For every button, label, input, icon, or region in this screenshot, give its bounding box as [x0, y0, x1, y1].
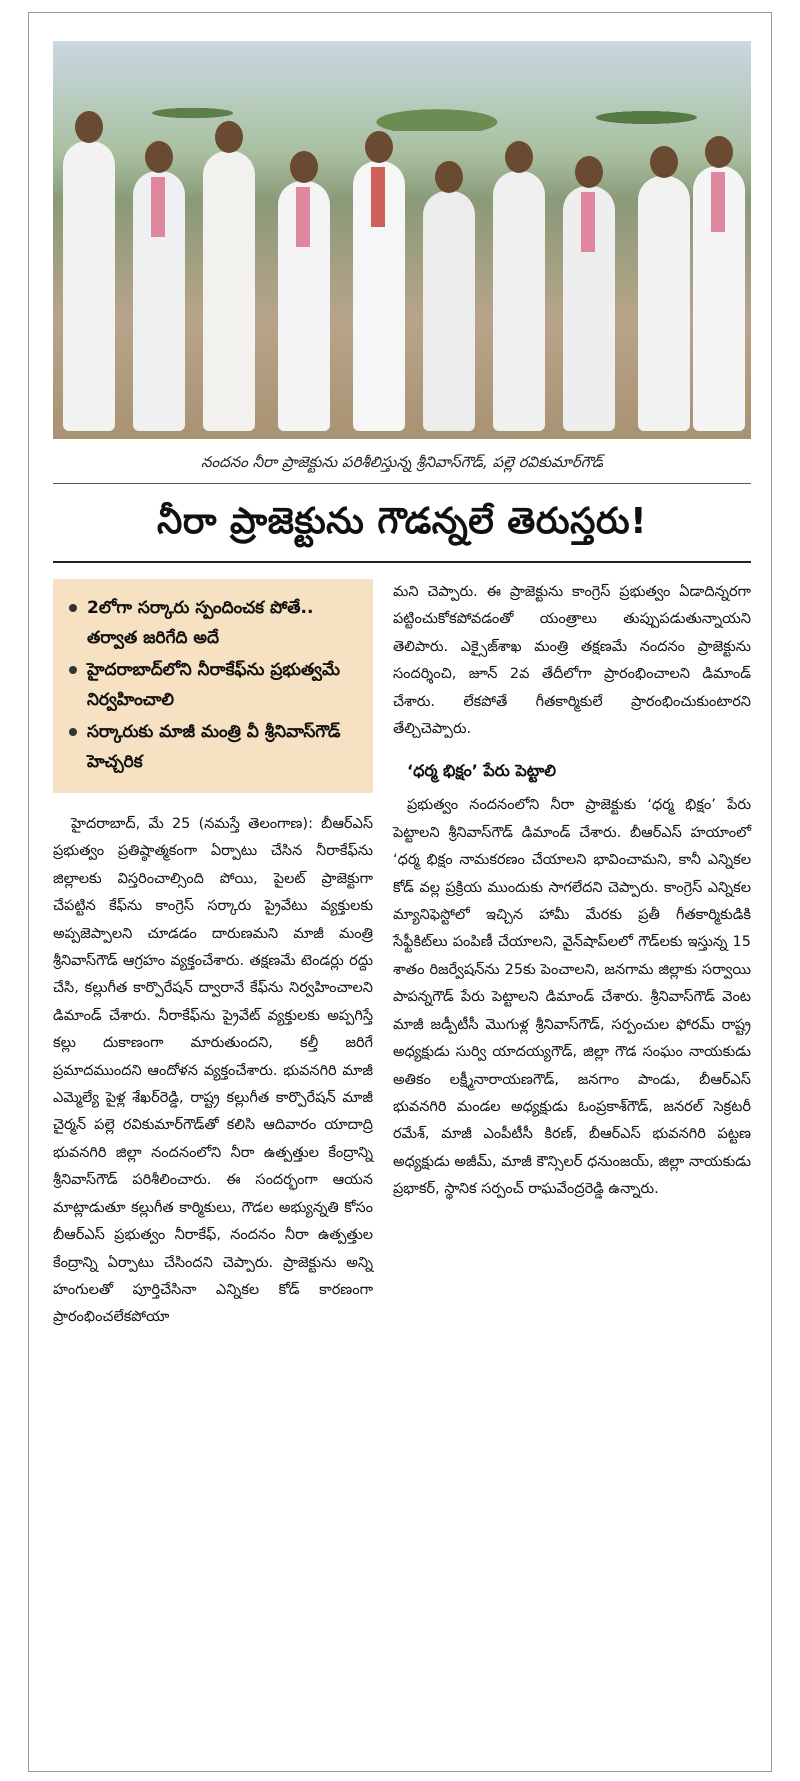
right-column [393, 579, 751, 1204]
photo-caption: నందనం నీరా ప్రాజెక్టును పరిశీలిస్తున్న శ్రీనివాస్‌గౌడ్, పల్లె రవికుమార్‌గౌడ్ [201, 453, 603, 471]
highlight-item [67, 593, 359, 653]
bullet-icon [69, 666, 77, 674]
article-body-right-1: మని చెప్పారు. ఈ ప్రాజెక్టును కాంగ్రెస్ ప్రభుత్వం ఏడాదిన్నరగా పట్టించుకోకపోవడంతో యంత్రాలు తుప్పుపడుతున్నాయని తెలిపారు. ఎక్సైజ్‌శాఖ మంత్రి తక్షణమే నందనం ప్రాజెక్టును సందర్శించి, జూన్ 2వ తేదీలోగా ప్రారంభించాలని డిమాండ్ చేశారు. లేకపోతే గీతకార్మికులే ప్రారంభించుకుంటారని తేల్చిచెప్పారు. [393, 584, 751, 738]
photo-person [133, 171, 185, 431]
highlight-item [67, 717, 359, 777]
bullet-icon [69, 728, 77, 736]
bullet-icon [69, 604, 77, 612]
article-subhead: ‘ధర్మ భిక్షం’ పేరు పెట్టాలి [407, 761, 556, 781]
photo-person [63, 141, 115, 431]
headline: నీరా ప్రాజెక్టును గౌడన్నలే తెరుస్తరు! [156, 501, 648, 542]
photo-person [638, 176, 690, 431]
photo-person [353, 161, 405, 431]
photo-person [423, 191, 475, 431]
photo-trees [53, 41, 751, 131]
article-body-left: హైదరాబాద్, మే 25 (నమస్తే తెలంగాణ): బీఆర్‌ఎస్ ప్రభుత్వం ప్రతిష్ఠాత్మకంగా ఏర్పాటు చేసిన నీరాకేఫ్‌ను జిల్లాలకు విస్తరించాల్సింది పోయి, పైలట్ ప్రాజెక్టుగా చేపట్టిన కేఫ్‌ను కాంగ్రెస్ సర్కారు ప్రైవేటు వ్యక్తులకు అప్పజెప్పాలని చూడడం దారుణమని మాజీ మంత్రి శ్రీనివాస్‌గౌడ్ ఆగ్రహం వ్యక్తంచేశారు. తక్షణమే టెండర్లు రద్దు చేసి, కల్లుగీత కార్పొరేషన్ ద్వారానే కేఫ్‌ను నిర్వహించాలని డిమాండ్ చేశారు. నీరాకేఫ్‌ను ప్రైవేట్ వ్యక్తులకు అప్పగిస్తే కల్లు దుకాణంగా మారుతుందని, కల్తీ జరిగే ప్రమాదముందని ఆందోళన వ్యక్తంచేశారు. భువనగిరి మాజీ ఎమ్మెల్యే పైళ్ల శేఖర్‌రెడ్డి, రాష్ట్ర కల్లుగీత కార్పొరేషన్ మాజీ చైర్మన్ పల్లె రవికుమార్‌గౌడ్‌తో కలిసి ఆదివారం యాదాద్రి భువనగిరి జిల్లా నందనంలోని నీరా ఉత్పత్తుల కేంద్రాన్ని శ్రీనివాస్‌గౌడ్ పరిశీలించారు. ఈ సందర్భంగా ఆయన మాట్లాడుతూ కల్లుగీత కార్మికులు, గౌడల అభ్యున్నతి కోసం బీఆర్‌ఎస్ ప్రభుత్వం నీరాకేఫ్, నందనం నీరా ఉత్పత్తుల కేంద్రాన్ని ఏర్పాటు చేసిందని చెప్పారు. ప్రాజెక్టును అన్ని హంగులతో పూర్తిచేసినా ఎన్నికల కోడ్ కారణంగా ప్రారంభించలేకపోయా [53, 816, 373, 1326]
photo-person [278, 181, 330, 431]
photo-person [493, 171, 545, 431]
news-photo [53, 41, 751, 439]
highlight-text: 2లోగా సర్కారు స్పందించక పోతే.. తర్వాత జరిగేది అదే [87, 598, 314, 648]
article-body-right-2: ప్రభుత్వం నందనంలోని నీరా ప్రాజెక్టుకు ‘ధర్మ భిక్షం’ పేరు పెట్టాలని శ్రీనివాస్‌గౌడ్ డిమాండ్ చేశారు. బీఆర్‌ఎస్ హయాంలో ‘ధర్మ భిక్షం నామకరణం చేయాలని భావించామని, కానీ ఎన్నికల కోడ్ వల్ల ప్రక్రియ ముందుకు సాగలేదని చెప్పారు. కాంగ్రెస్ ఎన్నికల మ్యానిఫెస్టోలో ఇచ్చిన హామీ మేరకు ప్రతీ గీతకార్మికుడికి సేఫ్టీకిట్‌లు పంపిణీ చేయాలని, వైన్‌షాప్‌లలో గౌడ్‌లకు ఇస్తున్న 15 శాతం రిజర్వేషన్‌ను 25కు పెంచాలని, జనగామ జిల్లాకు సర్వాయి పాపన్నగౌడ్ పేరు పెట్టాలని డిమాండ్ చేశారు. శ్రీనివాస్‌గౌడ్ వెంట మాజీ జడ్పీటీసీ మొగుళ్ల శ్రీనివాస్‌గౌడ్, సర్పంచుల ఫోరమ్ రాష్ట్ర అధ్యక్షుడు సుర్వి యాదయ్యగౌడ్, జిల్లా గౌడ సంఘం నాయకుడు అతికం లక్ష్మీనారాయణగౌడ్, జనగాం పాండు, బీఆర్‌ఎస్ భువనగిరి మండల అధ్యక్షుడు ఓంప్రకాశ్‌గౌడ్, జనరల్ సెక్రటరీ రమేశ్, మాజీ ఎంపీటీసీ కిరణ్, బీఆర్‌ఎస్ భువనగిరి పట్టణ అధ్యక్షుడు అజీమ్, మాజీ కౌన్సిలర్ ధనుంజయ్, జిల్లా నాయకుడు ప్రభాకర్, స్థానిక సర్పంచ్ రాఘవేంద్రరెడ్డి ఉన్నారు. [393, 797, 751, 1198]
highlight-text: హైదరాబాద్‌లోని నీరాకేఫ్‌ను ప్రభుత్వమే నిర్వహించాలి [87, 660, 340, 710]
highlights-box [53, 579, 373, 793]
highlight-text: సర్కారుకు మాజీ మంత్రి వీ శ్రీనివాస్‌గౌడ్ హెచ్చరిక [87, 722, 341, 772]
left-column [53, 579, 373, 1332]
caption-divider [53, 483, 751, 484]
headline-divider [53, 561, 751, 563]
photo-person [563, 186, 615, 431]
highlight-item [67, 655, 359, 715]
photo-person [203, 151, 255, 431]
photo-person [693, 166, 745, 431]
news-clipping [28, 12, 772, 1772]
